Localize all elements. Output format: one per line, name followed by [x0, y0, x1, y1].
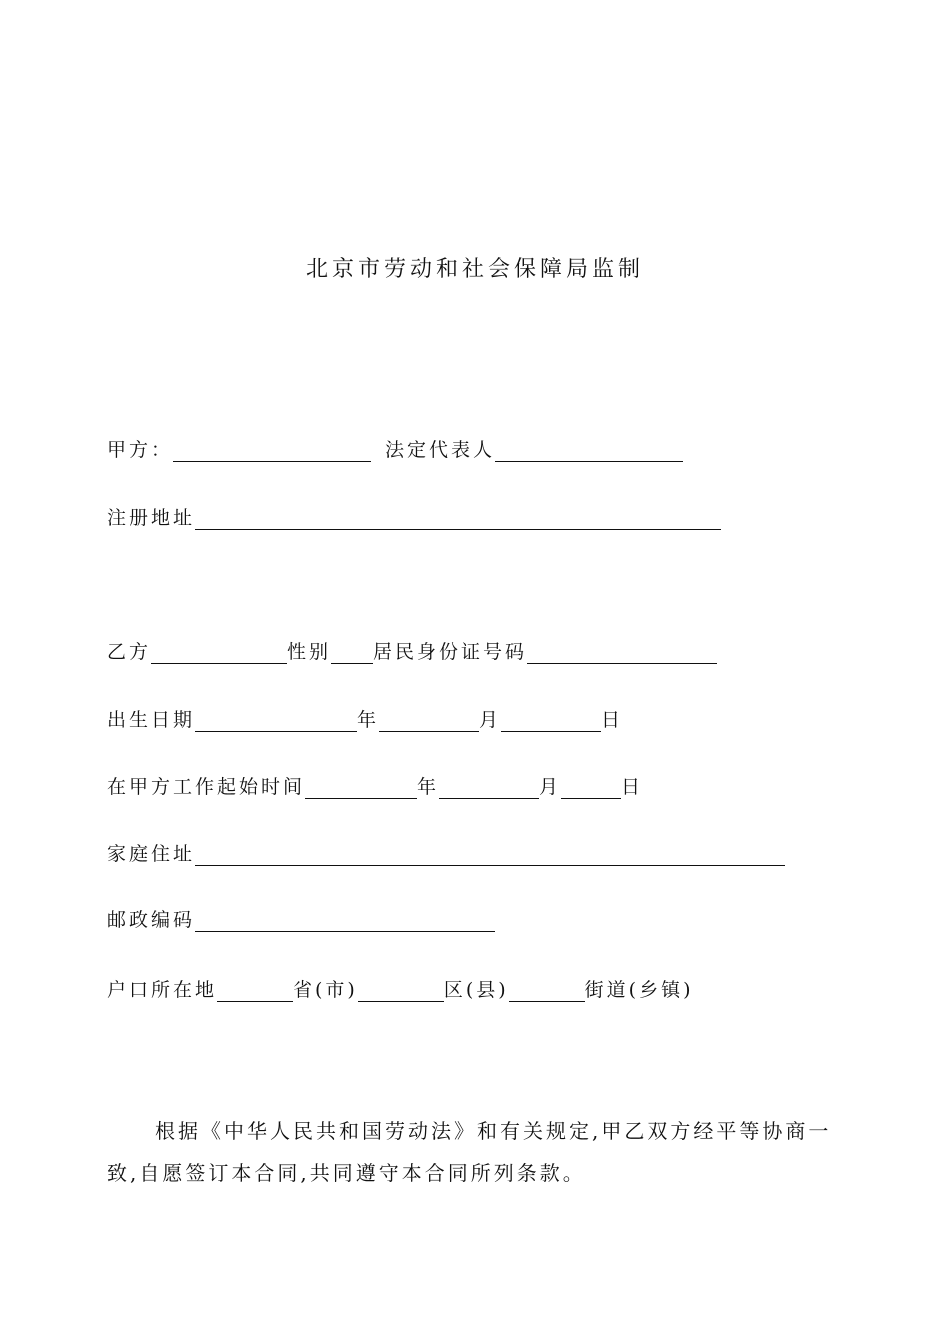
id-number-label: 居民身份证号码 [373, 641, 528, 663]
start-year-field[interactable] [305, 778, 417, 799]
gender-label: 性别 [287, 641, 332, 663]
legal-rep-field[interactable] [495, 441, 683, 462]
birth-day-label: 日 [601, 709, 624, 731]
postal-code-field[interactable] [195, 911, 495, 932]
party-b-label: 乙方 [107, 641, 152, 663]
birth-day-field[interactable] [501, 711, 601, 732]
issuer-title: 北京市劳动和社会保障局监制 [305, 257, 644, 282]
home-address-label: 家庭住址 [107, 843, 196, 865]
hukou-district-field[interactable] [358, 981, 444, 1002]
birth-month-label: 月 [479, 709, 502, 731]
party-a-name-field[interactable] [173, 441, 371, 462]
start-day-label: 日 [621, 776, 644, 798]
registered-address-row [107, 504, 721, 530]
legal-rep-label: 法定代表人 [385, 439, 496, 461]
party-b-row [107, 638, 717, 664]
street-label: 街道(乡镇) [584, 979, 694, 1001]
start-month-field[interactable] [439, 778, 539, 799]
hukou-street-field[interactable] [509, 981, 585, 1002]
home-address-field[interactable] [195, 845, 785, 866]
party-b-name-field[interactable] [151, 643, 287, 664]
postal-code-row [107, 906, 495, 932]
gender-field[interactable] [331, 643, 373, 664]
hukou-label: 户口所在地 [107, 979, 218, 1001]
home-address-row [107, 840, 785, 866]
birth-date-row [107, 706, 623, 732]
hukou-province-field[interactable] [217, 981, 293, 1002]
district-label: 区(县) [443, 979, 509, 1001]
id-number-field[interactable] [527, 643, 717, 664]
hukou-row [107, 976, 694, 1002]
start-month-label: 月 [539, 776, 562, 798]
party-a-label: 甲方： [107, 439, 174, 461]
postal-code-label: 邮政编码 [107, 909, 196, 931]
birth-date-label: 出生日期 [107, 709, 196, 731]
province-label: 省(市) [293, 979, 358, 1001]
party-a-row [107, 436, 683, 462]
preamble-paragraph: 根据《中华人民共和国劳动法》和有关规定,甲乙双方经平等协商一致,自愿签订本合同,共同遵守本合同所列条款。 [107, 1119, 832, 1185]
birth-year-field[interactable] [195, 711, 357, 732]
registered-address-field[interactable] [195, 509, 721, 530]
start-day-field[interactable] [561, 778, 621, 799]
start-year-label: 年 [417, 776, 440, 798]
registered-address-label: 注册地址 [107, 507, 196, 529]
start-date-row [107, 773, 643, 799]
birth-month-field[interactable] [379, 711, 479, 732]
birth-year-label: 年 [357, 709, 380, 731]
start-date-label: 在甲方工作起始时间 [107, 776, 306, 798]
